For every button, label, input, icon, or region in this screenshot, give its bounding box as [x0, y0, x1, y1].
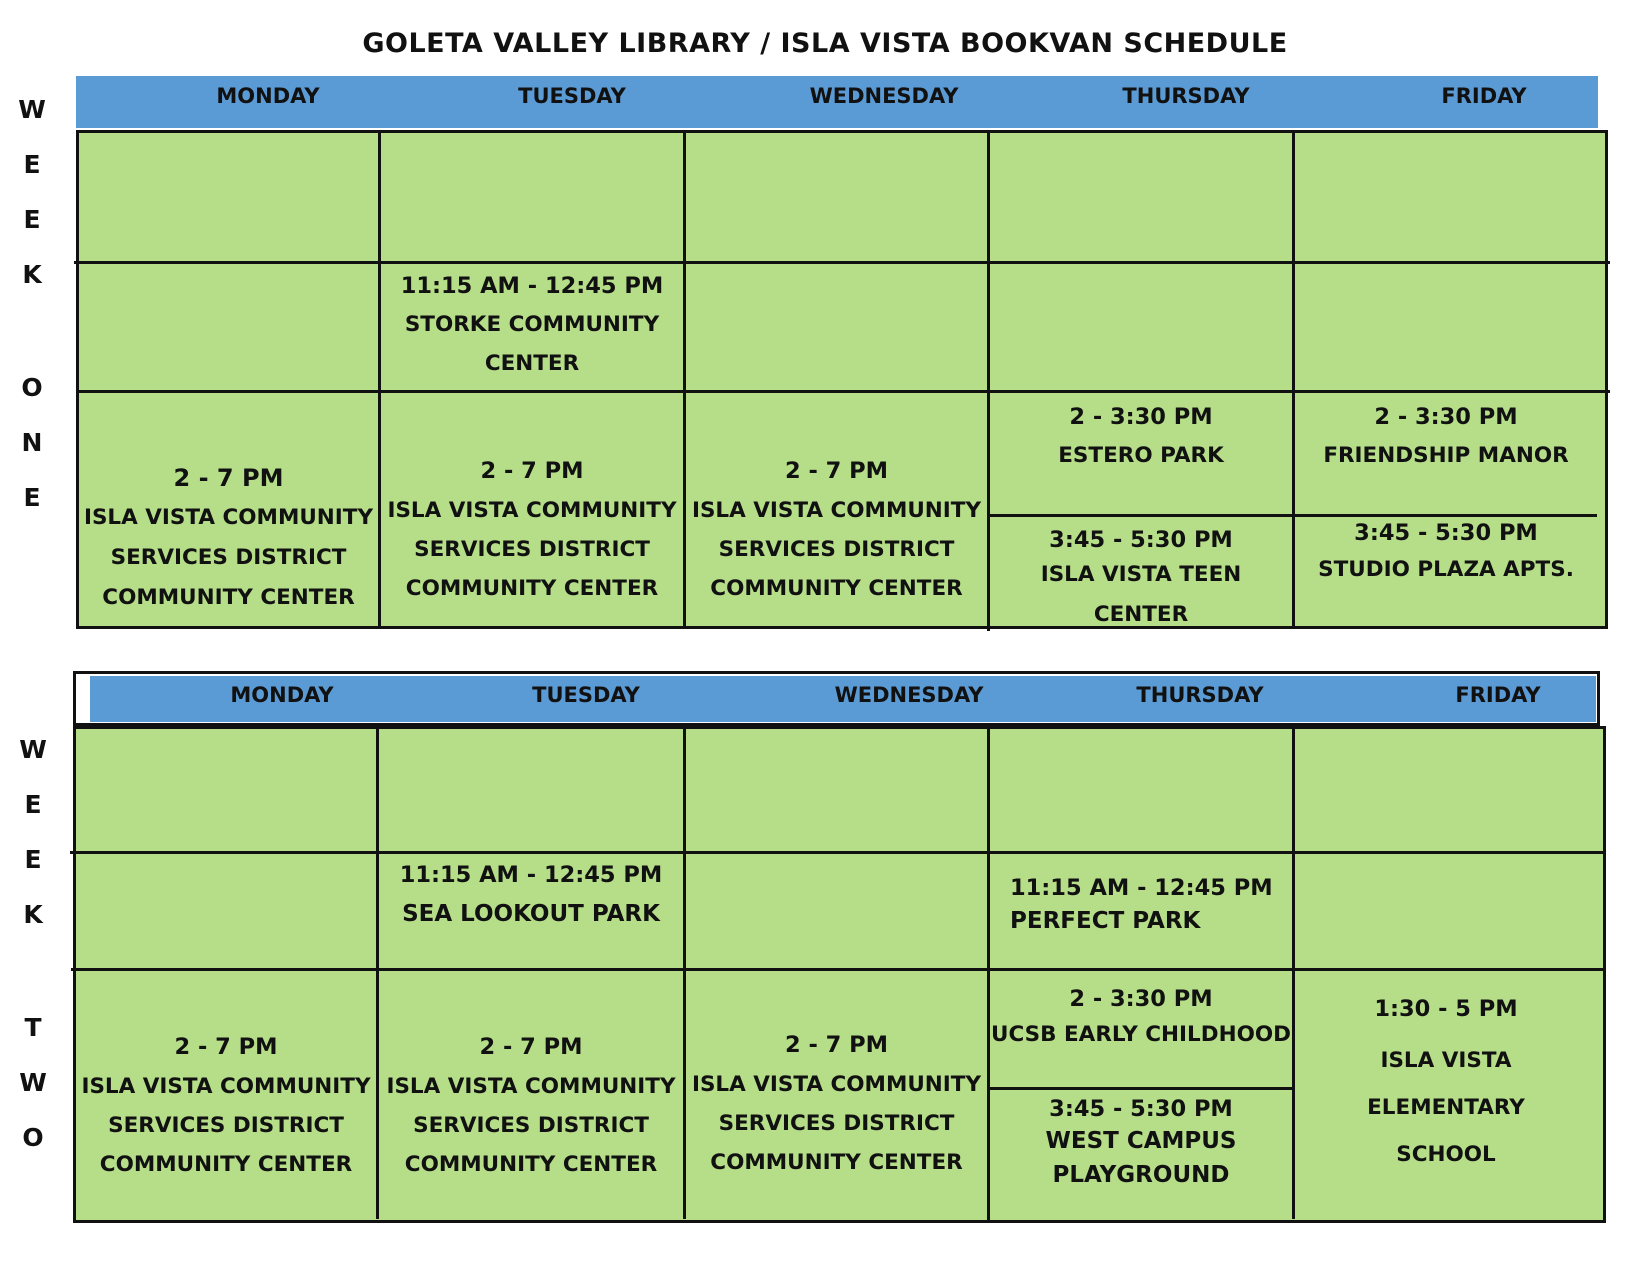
week-two-monday-afternoon [76, 1028, 376, 1184]
week-two-tuesday-afternoon [379, 1028, 683, 1184]
slot-time: 2 - 7 PM [174, 1034, 278, 1060]
slot-time: 2 - 7 PM [784, 1032, 889, 1058]
row-divider [70, 851, 1606, 854]
slot-location: ISLA VISTA TEEN CENTER [1040, 562, 1242, 627]
week-one-letter: O [21, 373, 43, 402]
slot-location: COMMUNITY CENTER [710, 576, 963, 601]
week-one-wednesday-afternoon [686, 452, 987, 608]
slot-location: SERVICES DISTRICT [413, 1113, 649, 1138]
slot-location: SERVICES DISTRICT [718, 1111, 955, 1136]
week-two-thursday-slot-a [990, 983, 1292, 1055]
slot-time: 2 - 3:30 PM [1069, 986, 1213, 1012]
slot-time: 2 - 3:30 PM [1069, 404, 1213, 430]
week-one-letter: N [21, 428, 43, 457]
slot-time: 2 - 7 PM [784, 458, 889, 484]
slot-location: UCSB EARLY CHILDHOOD [991, 1022, 1291, 1047]
week-two-tuesday-midday [379, 860, 683, 938]
day-header-monday: MONDAY [216, 84, 320, 108]
row-divider [71, 968, 1606, 971]
slot-location: FRIENDSHIP MANOR [1323, 443, 1569, 468]
week-two-thursday-midday [1010, 872, 1290, 938]
week-one-monday-afternoon [79, 458, 378, 618]
slot-time: 3:45 - 5:30 PM [1049, 1096, 1233, 1122]
slot-location: COMMUNITY CENTER [99, 1152, 353, 1177]
slot-time: 1:30 - 5 PM [1374, 996, 1518, 1022]
slot-location: COMMUNITY CENTER [405, 576, 659, 601]
slot-location: ISLA VISTA COMMUNITY [387, 498, 677, 523]
day-header-monday: MONDAY [230, 683, 334, 707]
slot-location: SEA LOOKOUT PARK [402, 901, 660, 927]
slot-time: 11:15 AM - 12:45 PM [1010, 875, 1273, 901]
day-header-wednesday: WEDNESDAY [834, 683, 984, 707]
week-two-letter: W [19, 1068, 47, 1097]
slot-location: CENTER [484, 351, 580, 376]
week-two-letter: E [24, 845, 42, 874]
slot-time: 2 - 7 PM [480, 458, 584, 484]
slot-location: ESTERO PARK [1058, 443, 1224, 468]
day-header-thursday: THURSDAY [1136, 683, 1264, 707]
slot-location: STUDIO PLAZA APTS. [1318, 557, 1574, 582]
slot-time: 3:45 - 5:30 PM [1049, 527, 1233, 553]
slot-time: 3:45 - 5:30 PM [1354, 520, 1538, 546]
day-header-tuesday: TUESDAY [532, 683, 640, 707]
week-two-day-header [90, 676, 1596, 722]
slot-location: SERVICES DISTRICT [108, 1113, 344, 1138]
slot-location: SERVICES DISTRICT [110, 545, 347, 570]
week-one-letter: E [23, 483, 41, 512]
week-two-letter: K [23, 900, 43, 929]
week-one-letter: E [23, 150, 41, 179]
day-header-friday: FRIDAY [1455, 683, 1541, 707]
week-two-thursday-slot-b [990, 1094, 1292, 1192]
slot-location: ELEMENTARY [1367, 1095, 1525, 1120]
row-divider [79, 390, 1610, 393]
slot-location: ISLA VISTA COMMUNITY [691, 1072, 982, 1097]
week-one-letter: K [22, 260, 42, 289]
slot-location: ISLA VISTA COMMUNITY [83, 505, 374, 530]
slot-location: COMMUNITY CENTER [710, 1150, 963, 1175]
slot-location: WEST CAMPUS [1045, 1128, 1237, 1154]
week-one-letter: E [23, 205, 41, 234]
day-header-thursday: THURSDAY [1122, 84, 1250, 108]
week-two-letter: O [22, 1123, 44, 1152]
slot-location: COMMUNITY CENTER [102, 585, 355, 610]
week-two-letter: E [24, 790, 42, 819]
week-one-tuesday-midday [381, 272, 683, 378]
slot-location: ISLA VISTA [1380, 1048, 1512, 1073]
week-one-thursday-slot-a [990, 402, 1292, 480]
week-one-tuesday-afternoon [381, 452, 683, 608]
day-header-wednesday: WEDNESDAY [809, 84, 959, 108]
slot-location: SERVICES DISTRICT [718, 537, 955, 562]
slot-location: ISLA VISTA COMMUNITY [81, 1074, 371, 1099]
slot-time: 2 - 7 PM [479, 1034, 583, 1060]
week-two-friday-afternoon [1295, 993, 1597, 1178]
week-one-friday-slot-a [1295, 402, 1597, 480]
slot-time: 11:15 AM - 12:45 PM [400, 273, 664, 299]
slot-location: ISLA VISTA COMMUNITY [691, 498, 982, 523]
slot-location: PLAYGROUND [1052, 1162, 1230, 1188]
week-two-wednesday-afternoon [686, 1026, 987, 1182]
day-header-friday: FRIDAY [1441, 84, 1527, 108]
day-header-tuesday: TUESDAY [518, 84, 626, 108]
slot-location: SCHOOL [1396, 1142, 1496, 1167]
slot-location: ISLA VISTA COMMUNITY [386, 1074, 676, 1099]
week-one-thursday-slot-b [990, 525, 1292, 635]
slot-time: 2 - 3:30 PM [1374, 404, 1518, 430]
slot-time: 11:15 AM - 12:45 PM [399, 862, 663, 888]
row-divider [74, 261, 1610, 264]
slot-divider [987, 514, 1597, 517]
slot-location: PERFECT PARK [1010, 908, 1201, 934]
slot-location: COMMUNITY CENTER [404, 1152, 658, 1177]
slot-location: STORKE COMMUNITY [404, 312, 660, 338]
slot-divider [987, 1087, 1292, 1090]
week-one-friday-slot-b [1295, 518, 1597, 592]
week-two-letter: W [19, 735, 47, 764]
week-one-day-header [76, 76, 1598, 128]
page-title: GOLETA VALLEY LIBRARY / ISLA VISTA BOOKVAN SCHEDULE [362, 28, 1288, 59]
week-one-letter: W [18, 95, 46, 124]
slot-location: SERVICES DISTRICT [414, 537, 650, 562]
slot-time: 2 - 7 PM [173, 464, 284, 492]
week-two-letter: T [24, 1013, 42, 1042]
